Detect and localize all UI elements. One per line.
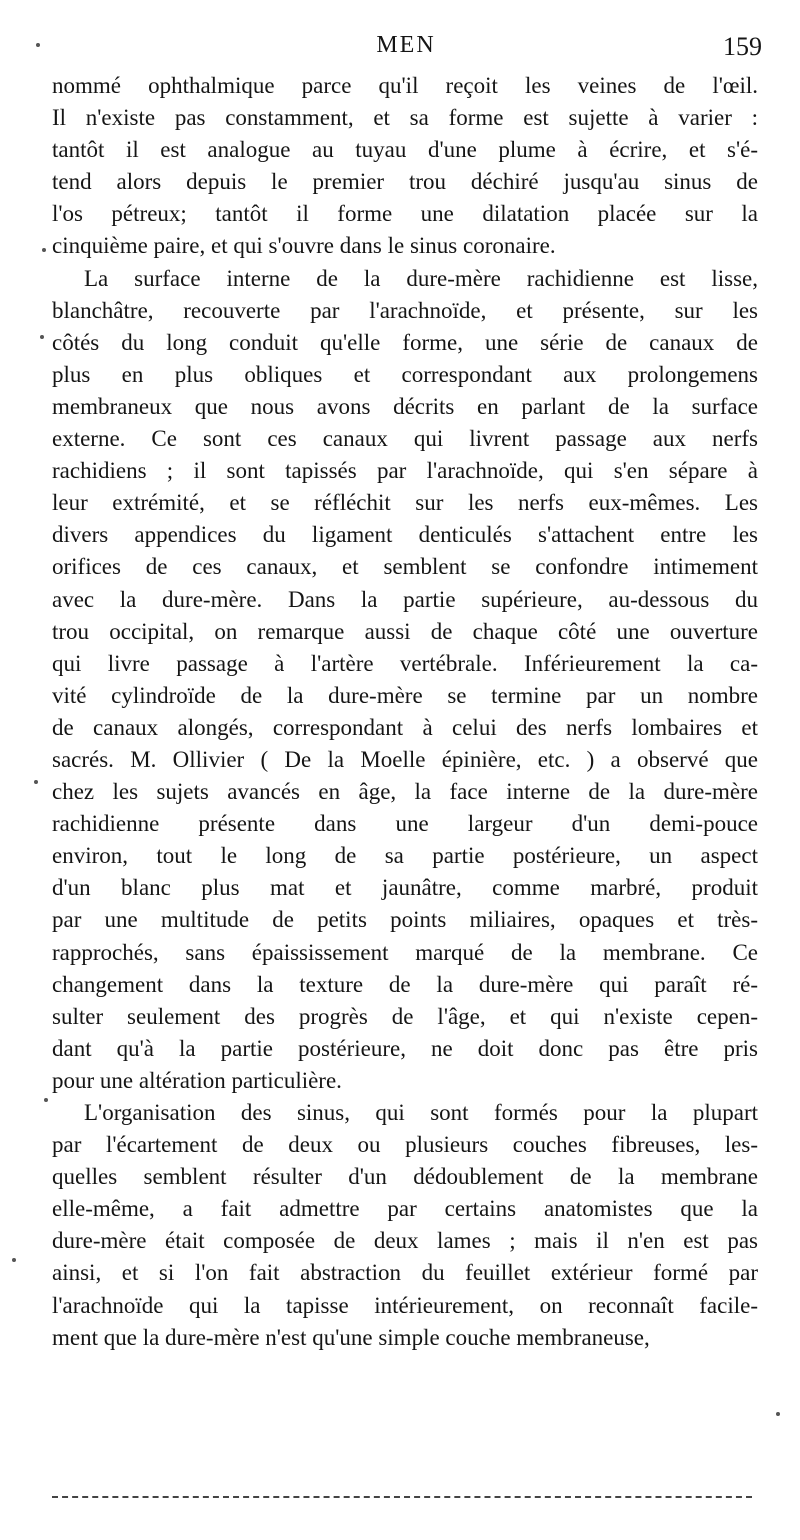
- print-speck: [34, 780, 38, 784]
- print-speck: [12, 1258, 16, 1262]
- paragraph: [52, 263, 758, 1097]
- text-line: divers appendices du ligament denticulés s'attachent entre les: [52, 522, 758, 548]
- text-line: dant qu'à la partie postérieure, ne doit donc pas être pris: [52, 1035, 758, 1061]
- print-speck: [776, 1412, 780, 1416]
- text-line: pour une altération particulière.: [52, 1067, 342, 1093]
- text-line: trou occipital, on remarque aussi de chaque côté une ouverture: [52, 618, 758, 644]
- text-line: elle-même, a fait admettre par certains anatomistes que la: [52, 1196, 758, 1222]
- bottom-rule: [52, 1496, 752, 1498]
- text-line: côtés du long conduit qu'elle forme, une série de canaux de: [52, 329, 758, 355]
- text-line: environ, tout le long de sa partie postérieure, un aspect: [52, 843, 758, 869]
- text-line: de canaux alongés, correspondant à celui des nerfs lombaires et: [52, 714, 758, 740]
- running-head: [50, 32, 762, 68]
- text-line: ment que la dure-mère n'est qu'une simple couche membraneuse,: [52, 1324, 650, 1350]
- text-line: qui livre passage à l'artère vertébrale. Inférieurement la ca-: [52, 650, 758, 676]
- text-line: dure-mère était composée de deux lames ; mais il n'en est pas: [52, 1228, 758, 1254]
- text-line: tantôt il est analogue au tuyau d'une plume à écrire, et s'é-: [52, 137, 758, 163]
- running-title: MEN: [376, 32, 436, 58]
- print-speck: [42, 248, 46, 252]
- print-speck: [40, 335, 44, 339]
- text-line: par l'écartement de deux ou plusieurs couches fibreuses, les-: [52, 1132, 758, 1158]
- text-line: cinquième paire, et qui s'ouvre dans le sinus coronaire.: [52, 233, 556, 259]
- text-line: vité cylindroïde de la dure-mère se termine par un nombre: [52, 682, 758, 708]
- text-line: sacrés. M. Ollivier ( De la Moelle épinière, etc. ) a observé que: [52, 746, 758, 772]
- text-line: rachidiens ; il sont tapissés par l'arachnoïde, qui s'en sépare à: [52, 458, 758, 484]
- text-line: par une multitude de petits points miliaires, opaques et très-: [52, 907, 758, 933]
- text-line: tend alors depuis le premier trou déchiré jusqu'au sinus de: [52, 169, 758, 195]
- text-line: leur extrémité, et se réfléchit sur les nerfs eux-mêmes. Les: [52, 490, 758, 516]
- text-line: l'os pétreux; tantôt il forme une dilatation placée sur la: [52, 201, 758, 227]
- text-line: rapprochés, sans épaississement marqué de la membrane. Ce: [52, 939, 758, 965]
- text-line: rachidienne présente dans une largeur d'un demi-pouce: [52, 811, 758, 837]
- text-line: membraneux que nous avons décrits en parlant de la surface: [52, 393, 758, 419]
- page-number: 159: [723, 32, 762, 61]
- text-line: blanchâtre, recouverte par l'arachnoïde, et présente, sur les: [52, 297, 758, 323]
- text-line: La surface interne de la dure-mère rachidienne est lisse,: [84, 265, 758, 291]
- text-line: l'arachnoïde qui la tapisse intérieurement, on reconnaît facile-: [52, 1292, 758, 1318]
- paragraph: [52, 1097, 758, 1354]
- text-line: externe. Ce sont ces canaux qui livrent passage aux nerfs: [52, 426, 758, 452]
- text-line: avec la dure-mère. Dans la partie supérieure, au-dessous du: [52, 586, 758, 612]
- text-line: Il n'existe pas constamment, et sa forme est sujette à varier :: [52, 105, 758, 131]
- text-line: orifices de ces canaux, et semblent se confondre intimement: [52, 554, 758, 580]
- text-line: sulter seulement des progrès de l'âge, et qui n'existe cepen-: [52, 1003, 758, 1029]
- text-line: L'organisation des sinus, qui sont formés pour la plupart: [84, 1100, 758, 1125]
- text-line: chez les sujets avancés en âge, la face interne de la dure-mère: [52, 779, 758, 805]
- print-speck: [44, 1098, 48, 1102]
- print-speck: [36, 43, 40, 47]
- body-text: [52, 70, 758, 1354]
- text-line: ainsi, et si l'on fait abstraction du feuillet extérieur formé par: [52, 1260, 758, 1286]
- text-line: quelles semblent résulter d'un dédoublement de la membrane: [52, 1164, 758, 1190]
- text-line: d'un blanc plus mat et jaunâtre, comme marbré, produit: [52, 875, 758, 901]
- text-line: nommé ophthalmique parce qu'il reçoit les veines de l'œil.: [52, 73, 758, 98]
- text-line: changement dans la texture de la dure-mère qui paraît ré-: [52, 971, 758, 997]
- paragraph: [52, 70, 758, 263]
- text-line: plus en plus obliques et correspondant aux prolongemens: [52, 361, 758, 387]
